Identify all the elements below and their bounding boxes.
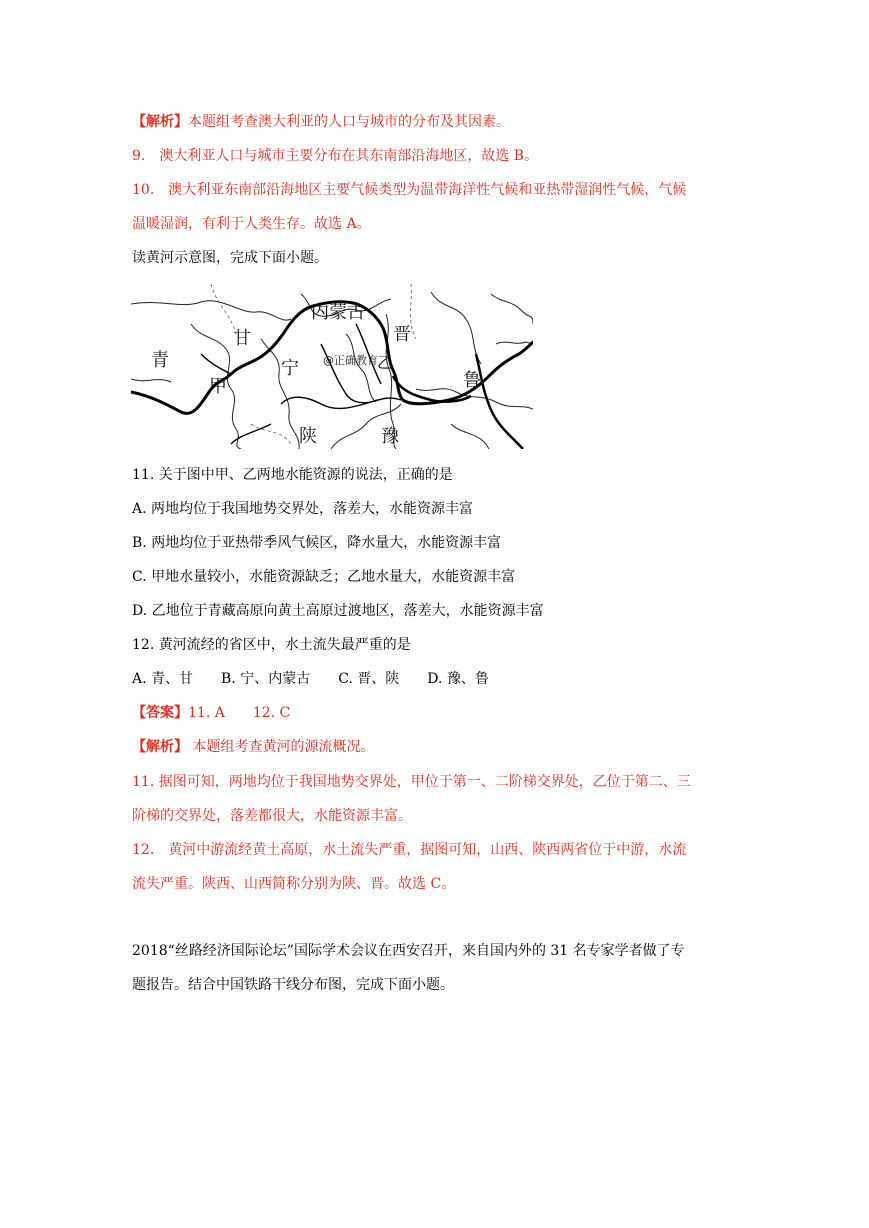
map-label-qing: 青 <box>151 350 169 371</box>
analysis-item-11: 11. 据图可知，两地均位于我国地势交界处，甲位于第一、二阶梯交界处，乙位于第二、三 <box>132 774 691 790</box>
analysis-item-10: 10. 澳大利亚东南部沿海地区主要气候类型为温带海洋性气候和亚热带湿润性气候，气候 <box>132 182 687 198</box>
analysis-text: 本题组考查黄河的源流概况。 <box>188 739 375 755</box>
analysis-text: 本题组考查澳大利亚的人口与城市的分布及其因素。 <box>188 114 510 130</box>
map-label-lu: 鲁 <box>463 370 481 391</box>
map-label-jia: 甲 <box>209 376 227 397</box>
analysis-heading-1 <box>132 112 510 132</box>
q12-options: A. 青、甘 B. 宁、内蒙古 C. 晋、陕 D. 豫、鲁 <box>132 671 489 687</box>
q11-option-a: A. 两地均位于我国地势交界处，落差大，水能资源丰富 <box>132 501 474 517</box>
map-label-ning: 宁 <box>281 358 299 379</box>
yellow-river-intro: 读黄河示意图，完成下面小题。 <box>132 250 328 266</box>
map-label-shaan: 陕 <box>299 426 317 447</box>
map-label-neimenggu: 内蒙古 <box>311 302 365 323</box>
map-label-gan: 甘 <box>233 328 251 349</box>
analysis-item-12-cont: 流失严重。陕西、山西简称分别为陕、晋。故选 C。 <box>132 876 456 892</box>
q11-option-c: C. 甲地水量较小，水能资源缺乏；乙地水量大，水能资源丰富 <box>132 569 516 585</box>
q11-stem: 11. 关于图中甲、乙两地水能资源的说法，正确的是 <box>132 467 453 483</box>
analysis-item-11-cont: 阶梯的交界处，落差都很大，水能资源丰富。 <box>132 808 412 824</box>
map-svg <box>131 284 533 449</box>
answer-text: 11. A 12. C <box>188 705 291 721</box>
map-label-yu: 豫 <box>381 426 399 447</box>
analysis-item-10-cont: 温暖湿润，有利于人类生存。故选 A。 <box>132 216 371 232</box>
analysis-item-12: 12. 黄河中游流经黄土高原，水土流失严重，据图可知，山西、陕西两省位于中游，水流 <box>132 842 687 858</box>
next-intro-line-1: 2018“丝路经济国际论坛”国际学术会议在西安召开，来自国内外的 31 名专家学者做了专 <box>132 943 685 959</box>
map-watermark: @正确教育 <box>323 354 378 367</box>
map-label-jin: 晋 <box>393 324 411 345</box>
q11-option-b: B. 两地均位于亚热带季风气候区，降水量大，水能资源丰富 <box>132 535 502 551</box>
analysis-tag: 【解析】 <box>132 739 188 755</box>
map-label-yi: 乙 <box>377 353 394 372</box>
analysis-tag: 【解析】 <box>132 114 188 130</box>
next-intro-line-2: 题报告。结合中国铁路干线分布图，完成下面小题。 <box>132 977 454 993</box>
yellow-river-map <box>131 284 533 449</box>
analysis-item-9: 9. 澳大利亚人口与城市主要分布在其东南部沿海地区，故选 B。 <box>132 148 539 164</box>
analysis-heading-2 <box>132 737 374 757</box>
answer-tag: 【答案】 <box>132 705 188 721</box>
q11-option-d: D. 乙地位于青藏高原向黄土高原过渡地区，落差大，水能资源丰富 <box>132 603 544 619</box>
q12-stem: 12. 黄河流经的省区中，水土流失最严重的是 <box>132 637 411 653</box>
answer-line <box>132 703 290 723</box>
